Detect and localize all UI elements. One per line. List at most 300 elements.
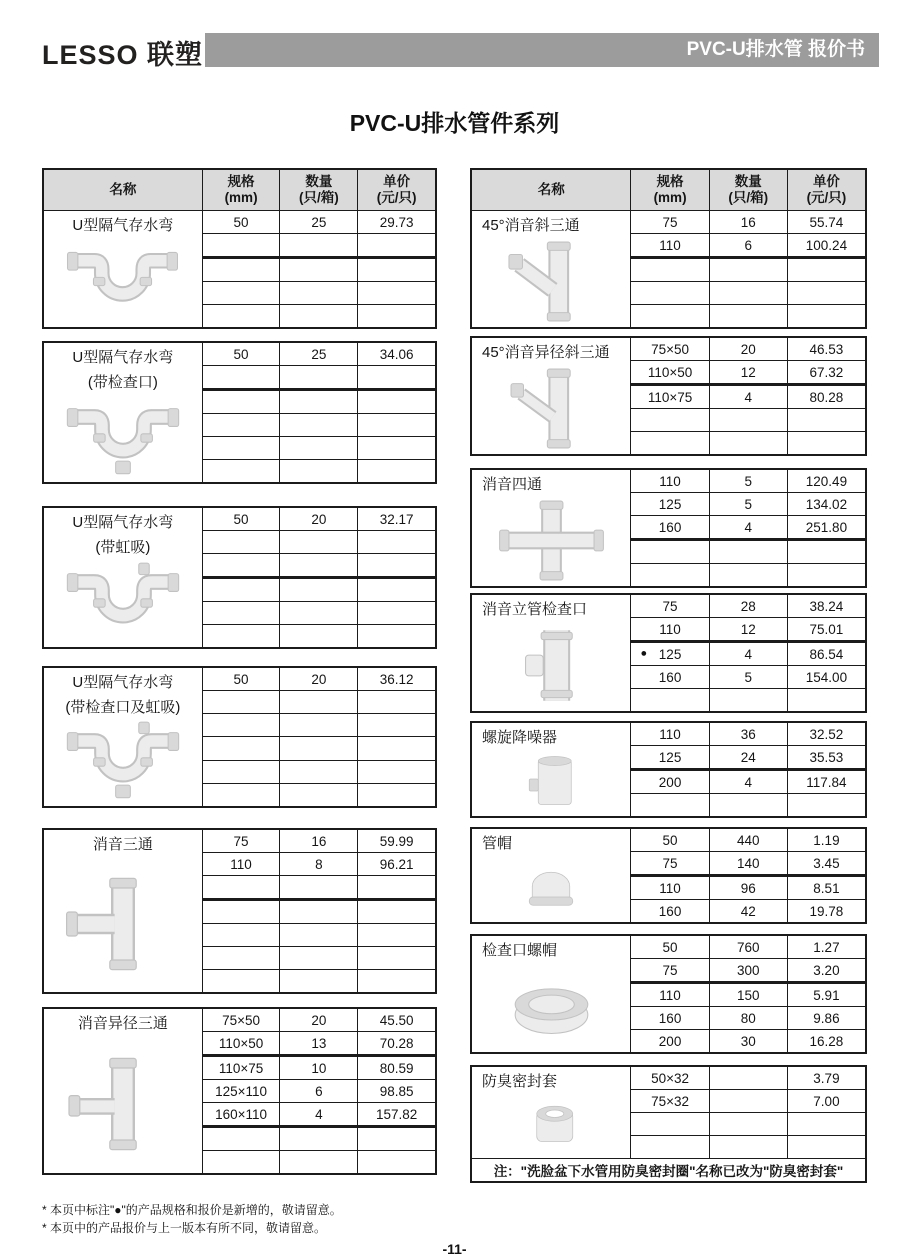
- product-name: U型隔气存水弯: [72, 349, 174, 366]
- qty-cell: 20: [709, 337, 787, 361]
- price-cell: 3.20: [787, 959, 866, 983]
- spec-cell: 125: [631, 746, 709, 770]
- qty-cell: [280, 366, 358, 390]
- spec-cell: 75: [202, 829, 280, 853]
- qty-cell: 4: [709, 642, 787, 666]
- spec-cell: [631, 540, 709, 564]
- price-cell: 46.53: [787, 337, 866, 361]
- price-cell: [787, 258, 866, 282]
- price-cell: [358, 900, 436, 924]
- product-table: [470, 593, 867, 713]
- column-header-3: 单价 (元/只): [787, 169, 866, 211]
- qty-cell: [280, 1127, 358, 1151]
- qty-cell: 5: [709, 666, 787, 689]
- price-cell: [358, 602, 436, 625]
- product-name: U型隔气存水弯: [72, 217, 174, 234]
- u-trap-siphon-icon: [60, 561, 186, 645]
- spec-cell: [202, 714, 280, 737]
- qty-cell: 25: [280, 342, 358, 366]
- spec-cell: 75: [631, 852, 709, 876]
- product-name: 消音立管检查口: [482, 601, 588, 618]
- page-header: [0, 0, 909, 70]
- table-header-row: [43, 169, 436, 211]
- qty-cell: 4: [709, 385, 787, 409]
- product-illustration: [46, 558, 200, 647]
- qty-cell: 6: [709, 234, 787, 258]
- qty-cell: 440: [709, 828, 787, 852]
- spec-cell: [202, 783, 280, 807]
- qty-cell: [280, 783, 358, 807]
- spec-cell: [631, 282, 709, 305]
- product-table: [42, 341, 437, 484]
- price-cell: [787, 282, 866, 305]
- spec-cell: 50×32: [631, 1066, 709, 1090]
- product-name: 45°消音斜三通: [482, 217, 580, 234]
- price-cell: 3.79: [787, 1066, 866, 1090]
- table-row: [43, 342, 436, 366]
- price-cell: 8.51: [787, 876, 866, 900]
- spec-cell: 110: [631, 722, 709, 746]
- product-name-cell: [471, 722, 631, 817]
- spec-cell: [202, 947, 280, 970]
- product-name-cell: [471, 211, 631, 329]
- spec-cell: [631, 409, 709, 432]
- spec-cell: 160: [631, 516, 709, 540]
- table-row: [471, 594, 866, 618]
- spec-cell: 160: [631, 900, 709, 924]
- product-name-cell: [471, 828, 631, 923]
- spec-cell: 75×32: [631, 1090, 709, 1113]
- price-cell: [358, 1127, 436, 1151]
- product-table: [470, 336, 867, 456]
- price-cell: [358, 783, 436, 807]
- qty-cell: [280, 602, 358, 625]
- spec-cell: 110×75: [631, 385, 709, 409]
- spec-cell: 110: [631, 983, 709, 1007]
- qty-cell: 24: [709, 746, 787, 770]
- product-illustration: [474, 363, 628, 454]
- spec-cell: [202, 737, 280, 760]
- column-header-1: 规格 (mm): [631, 169, 709, 211]
- qty-cell: [280, 760, 358, 783]
- price-cell: [358, 691, 436, 714]
- qty-cell: [280, 305, 358, 329]
- product-illustration: [46, 718, 200, 806]
- qty-cell: 16: [280, 829, 358, 853]
- reducing-tee-icon: [51, 1056, 195, 1152]
- column-header-0: 名称: [43, 169, 202, 211]
- wye-icon: [489, 240, 614, 323]
- price-cell: [358, 531, 436, 554]
- spec-cell: 110: [631, 876, 709, 900]
- price-cell: 38.24: [787, 594, 866, 618]
- product-name-cell: [471, 337, 631, 455]
- price-cell: [358, 947, 436, 970]
- price-cell: 80.28: [787, 385, 866, 409]
- qty-cell: [709, 794, 787, 818]
- product-name: 检查口螺帽: [482, 942, 558, 959]
- product-name-line2: (带检查口及虹吸): [65, 699, 181, 716]
- spec-cell: 50: [631, 828, 709, 852]
- qty-cell: [709, 540, 787, 564]
- qty-cell: [709, 1090, 787, 1113]
- price-cell: 1.27: [787, 935, 866, 959]
- price-cell: 32.52: [787, 722, 866, 746]
- product-illustration: [474, 748, 628, 816]
- price-cell: 32.17: [358, 507, 436, 531]
- product-name-line2: (带虹吸): [95, 539, 151, 556]
- qty-cell: 140: [709, 852, 787, 876]
- tables-area: [0, 168, 909, 1183]
- qty-cell: 96: [709, 876, 787, 900]
- spec-cell: [202, 531, 280, 554]
- qty-cell: [709, 689, 787, 713]
- product-name-cell: [471, 1066, 631, 1159]
- product-name: 螺旋降噪器: [482, 729, 558, 746]
- product-name-cell: [471, 469, 631, 587]
- product-name: 消音三通: [92, 836, 153, 853]
- spec-cell: [202, 876, 280, 900]
- cap-icon: [506, 858, 596, 918]
- spec-cell: 110: [631, 469, 709, 493]
- qty-cell: [280, 900, 358, 924]
- qty-cell: [709, 1066, 787, 1090]
- price-cell: 3.45: [787, 852, 866, 876]
- price-cell: [787, 409, 866, 432]
- qty-cell: 760: [709, 935, 787, 959]
- spec-cell: ● 125: [631, 642, 709, 666]
- product-illustration: [474, 1092, 628, 1158]
- spec-cell: [202, 258, 280, 282]
- product-table: [42, 506, 437, 649]
- table-header-row: [471, 169, 866, 211]
- spec-cell: [202, 460, 280, 484]
- price-cell: [787, 305, 866, 329]
- qty-cell: [280, 414, 358, 437]
- product-name-cell: [471, 935, 631, 1053]
- spec-cell: 110×50: [202, 1032, 280, 1056]
- product-name-cell: [471, 594, 631, 712]
- qty-cell: [280, 691, 358, 714]
- product-illustration: [46, 236, 200, 327]
- price-cell: 96.21: [358, 853, 436, 876]
- footnotes: [42, 1201, 909, 1237]
- price-cell: [787, 540, 866, 564]
- qty-cell: [709, 305, 787, 329]
- table-row: [471, 1066, 866, 1090]
- qty-cell: [280, 1151, 358, 1175]
- price-cell: 45.50: [358, 1008, 436, 1032]
- price-cell: [358, 924, 436, 947]
- qty-cell: [280, 970, 358, 994]
- spiral-silencer-icon: [506, 752, 596, 812]
- product-name: 防臭密封套: [482, 1073, 558, 1090]
- qty-cell: 5: [709, 469, 787, 493]
- qty-cell: [280, 258, 358, 282]
- product-illustration: [474, 620, 628, 711]
- spec-cell: 125×110: [202, 1080, 280, 1103]
- qty-cell: [280, 947, 358, 970]
- spec-cell: [202, 691, 280, 714]
- table-row: [43, 1008, 436, 1032]
- spec-cell: [202, 437, 280, 460]
- qty-cell: 10: [280, 1056, 358, 1080]
- qty-cell: 25: [280, 211, 358, 234]
- table-row: [43, 667, 436, 691]
- tee-icon: [51, 876, 195, 972]
- price-cell: [358, 578, 436, 602]
- spec-cell: [202, 1127, 280, 1151]
- price-cell: [787, 432, 866, 456]
- left-column: [42, 168, 437, 1175]
- price-cell: 35.53: [787, 746, 866, 770]
- spec-cell: 50: [202, 342, 280, 366]
- qty-cell: [280, 554, 358, 578]
- qty-cell: 6: [280, 1080, 358, 1103]
- column-header-2: 数量 (只/箱): [709, 169, 787, 211]
- u-trap-check-siphon-icon: [60, 720, 186, 804]
- spec-cell: 50: [202, 211, 280, 234]
- qty-cell: [280, 578, 358, 602]
- spec-cell: [202, 900, 280, 924]
- price-cell: 1.19: [787, 828, 866, 852]
- header-banner: PVC-U排水管 报价书: [205, 33, 879, 67]
- spec-cell: 75: [631, 211, 709, 234]
- page-number: -11-: [442, 1241, 467, 1257]
- qty-cell: 5: [709, 493, 787, 516]
- product-name-cell: [43, 211, 202, 329]
- column-header-1: 规格 (mm): [202, 169, 280, 211]
- price-cell: 55.74: [787, 211, 866, 234]
- product-name: 45°消音异径斜三通: [482, 344, 610, 361]
- qty-cell: [709, 1113, 787, 1136]
- spec-cell: [202, 554, 280, 578]
- spec-cell: 160×110: [202, 1103, 280, 1127]
- spec-cell: 160: [631, 666, 709, 689]
- spec-cell: [202, 602, 280, 625]
- qty-cell: [280, 390, 358, 414]
- price-cell: 98.85: [358, 1080, 436, 1103]
- spec-cell: [202, 760, 280, 783]
- product-table: [470, 934, 867, 1054]
- price-cell: 70.28: [358, 1032, 436, 1056]
- new-item-bullet: ●: [640, 647, 648, 660]
- table-row: [43, 211, 436, 234]
- price-cell: 67.32: [787, 361, 866, 385]
- spec-cell: [202, 282, 280, 305]
- price-cell: 19.78: [787, 900, 866, 924]
- spec-cell: [202, 625, 280, 649]
- access-nut-icon: [489, 965, 614, 1048]
- product-name-cell: [43, 507, 202, 648]
- table-row: [471, 935, 866, 959]
- qty-cell: 4: [709, 770, 787, 794]
- table-row: [43, 507, 436, 531]
- spec-cell: [631, 1136, 709, 1159]
- spec-cell: [631, 1113, 709, 1136]
- qty-cell: [280, 737, 358, 760]
- spec-cell: 110×50: [631, 361, 709, 385]
- product-name-cell: [43, 1008, 202, 1174]
- qty-cell: 80: [709, 1007, 787, 1030]
- u-trap-icon: [60, 240, 185, 323]
- qty-cell: 36: [709, 722, 787, 746]
- product-illustration: [46, 855, 200, 992]
- spec-cell: [202, 970, 280, 994]
- qty-cell: 30: [709, 1030, 787, 1054]
- spec-cell: 50: [202, 507, 280, 531]
- price-cell: 34.06: [358, 342, 436, 366]
- qty-cell: [709, 432, 787, 456]
- product-table: [470, 168, 867, 329]
- price-cell: [358, 554, 436, 578]
- spec-cell: 50: [202, 667, 280, 691]
- qty-cell: 12: [709, 618, 787, 642]
- table-row: [471, 828, 866, 852]
- spec-cell: 200: [631, 1030, 709, 1054]
- qty-cell: 150: [709, 983, 787, 1007]
- table-row: [471, 211, 866, 234]
- product-name-cell: [43, 667, 202, 807]
- qty-cell: 16: [709, 211, 787, 234]
- qty-cell: 4: [280, 1103, 358, 1127]
- product-name: 消音异径三通: [77, 1015, 168, 1032]
- price-cell: 36.12: [358, 667, 436, 691]
- price-cell: 251.80: [787, 516, 866, 540]
- product-table: [42, 666, 437, 808]
- qty-cell: [280, 924, 358, 947]
- price-cell: 86.54: [787, 642, 866, 666]
- qty-cell: 28: [709, 594, 787, 618]
- spec-cell: 75: [631, 959, 709, 983]
- spec-cell: [202, 414, 280, 437]
- spec-cell: 110×75: [202, 1056, 280, 1080]
- qty-cell: [280, 437, 358, 460]
- spec-cell: 125: [631, 493, 709, 516]
- price-cell: [358, 714, 436, 737]
- spec-cell: [202, 305, 280, 329]
- spec-cell: [202, 1151, 280, 1175]
- price-cell: 117.84: [787, 770, 866, 794]
- product-illustration: [474, 854, 628, 922]
- price-cell: 5.91: [787, 983, 866, 1007]
- spec-cell: [631, 564, 709, 588]
- price-cell: 9.86: [787, 1007, 866, 1030]
- price-cell: 134.02: [787, 493, 866, 516]
- table-row: [471, 722, 866, 746]
- price-cell: 16.28: [787, 1030, 866, 1054]
- product-name-line2: (带检查口): [87, 374, 158, 391]
- qty-cell: 20: [280, 1008, 358, 1032]
- product-name: 消音四通: [482, 476, 543, 493]
- qty-cell: [709, 564, 787, 588]
- price-cell: 7.00: [787, 1090, 866, 1113]
- product-name-cell: [43, 829, 202, 993]
- spec-cell: 110: [631, 234, 709, 258]
- price-cell: [358, 234, 436, 258]
- qty-cell: [280, 625, 358, 649]
- table-note: 注："洗脸盆下水管用防臭密封圈"名称已改为"防臭密封套": [471, 1159, 866, 1183]
- right-column: [470, 168, 867, 1183]
- spec-cell: [202, 366, 280, 390]
- qty-cell: [709, 282, 787, 305]
- qty-cell: [709, 1136, 787, 1159]
- stack-access-icon: [489, 624, 614, 707]
- price-cell: 75.01: [787, 618, 866, 642]
- spec-cell: [202, 390, 280, 414]
- table-row: [43, 829, 436, 853]
- spec-cell: [631, 258, 709, 282]
- qty-cell: [280, 531, 358, 554]
- note-row: [471, 1159, 866, 1183]
- qty-cell: [709, 258, 787, 282]
- product-illustration: [474, 961, 628, 1052]
- price-cell: [358, 760, 436, 783]
- price-cell: [787, 564, 866, 588]
- product-illustration: [46, 1034, 200, 1173]
- qty-cell: [280, 282, 358, 305]
- qty-cell: [280, 234, 358, 258]
- product-table: [470, 1065, 867, 1183]
- price-cell: [787, 794, 866, 818]
- table-row: [471, 469, 866, 493]
- price-cell: [787, 1113, 866, 1136]
- table-row: [471, 337, 866, 361]
- product-name: U型隔气存水弯: [72, 514, 174, 531]
- u-trap-check-icon: [60, 396, 186, 480]
- price-cell: [358, 970, 436, 994]
- price-cell: 154.00: [787, 666, 866, 689]
- spec-cell: [202, 578, 280, 602]
- spec-cell: 160: [631, 1007, 709, 1030]
- price-cell: [358, 282, 436, 305]
- price-cell: [358, 876, 436, 900]
- spec-cell: 110: [202, 853, 280, 876]
- price-cell: [358, 625, 436, 649]
- qty-cell: 20: [280, 507, 358, 531]
- spec-cell: 75: [631, 594, 709, 618]
- footnote-price-change: * 本页中的产品报价与上一版本有所不同，敬请留意。: [42, 1221, 327, 1235]
- seal-sleeve-icon: [506, 1095, 596, 1155]
- product-table: [42, 168, 437, 329]
- lesso-logo: LESSO 联塑: [42, 40, 204, 70]
- price-cell: 59.99: [358, 829, 436, 853]
- price-cell: [358, 437, 436, 460]
- spec-cell: 50: [631, 935, 709, 959]
- column-header-3: 单价 (元/只): [358, 169, 436, 211]
- spec-cell: [202, 234, 280, 258]
- qty-cell: 13: [280, 1032, 358, 1056]
- price-cell: [358, 390, 436, 414]
- product-table: [470, 721, 867, 818]
- spec-cell: 75×50: [631, 337, 709, 361]
- price-cell: [358, 1151, 436, 1175]
- product-name: U型隔气存水弯: [72, 674, 174, 691]
- qty-cell: [280, 714, 358, 737]
- product-name-cell: [43, 342, 202, 483]
- page-title: PVC-U排水管件系列: [349, 110, 560, 136]
- product-illustration: [474, 495, 628, 586]
- column-header-2: 数量 (只/箱): [280, 169, 358, 211]
- price-cell: 29.73: [358, 211, 436, 234]
- footnote-new-items: * 本页中标注"●"的产品规格和报价是新增的，敬请留意。: [42, 1203, 342, 1217]
- qty-cell: 4: [709, 516, 787, 540]
- spec-cell: 200: [631, 770, 709, 794]
- spec-cell: [631, 432, 709, 456]
- spec-cell: 75×50: [202, 1008, 280, 1032]
- qty-cell: [280, 460, 358, 484]
- price-cell: 120.49: [787, 469, 866, 493]
